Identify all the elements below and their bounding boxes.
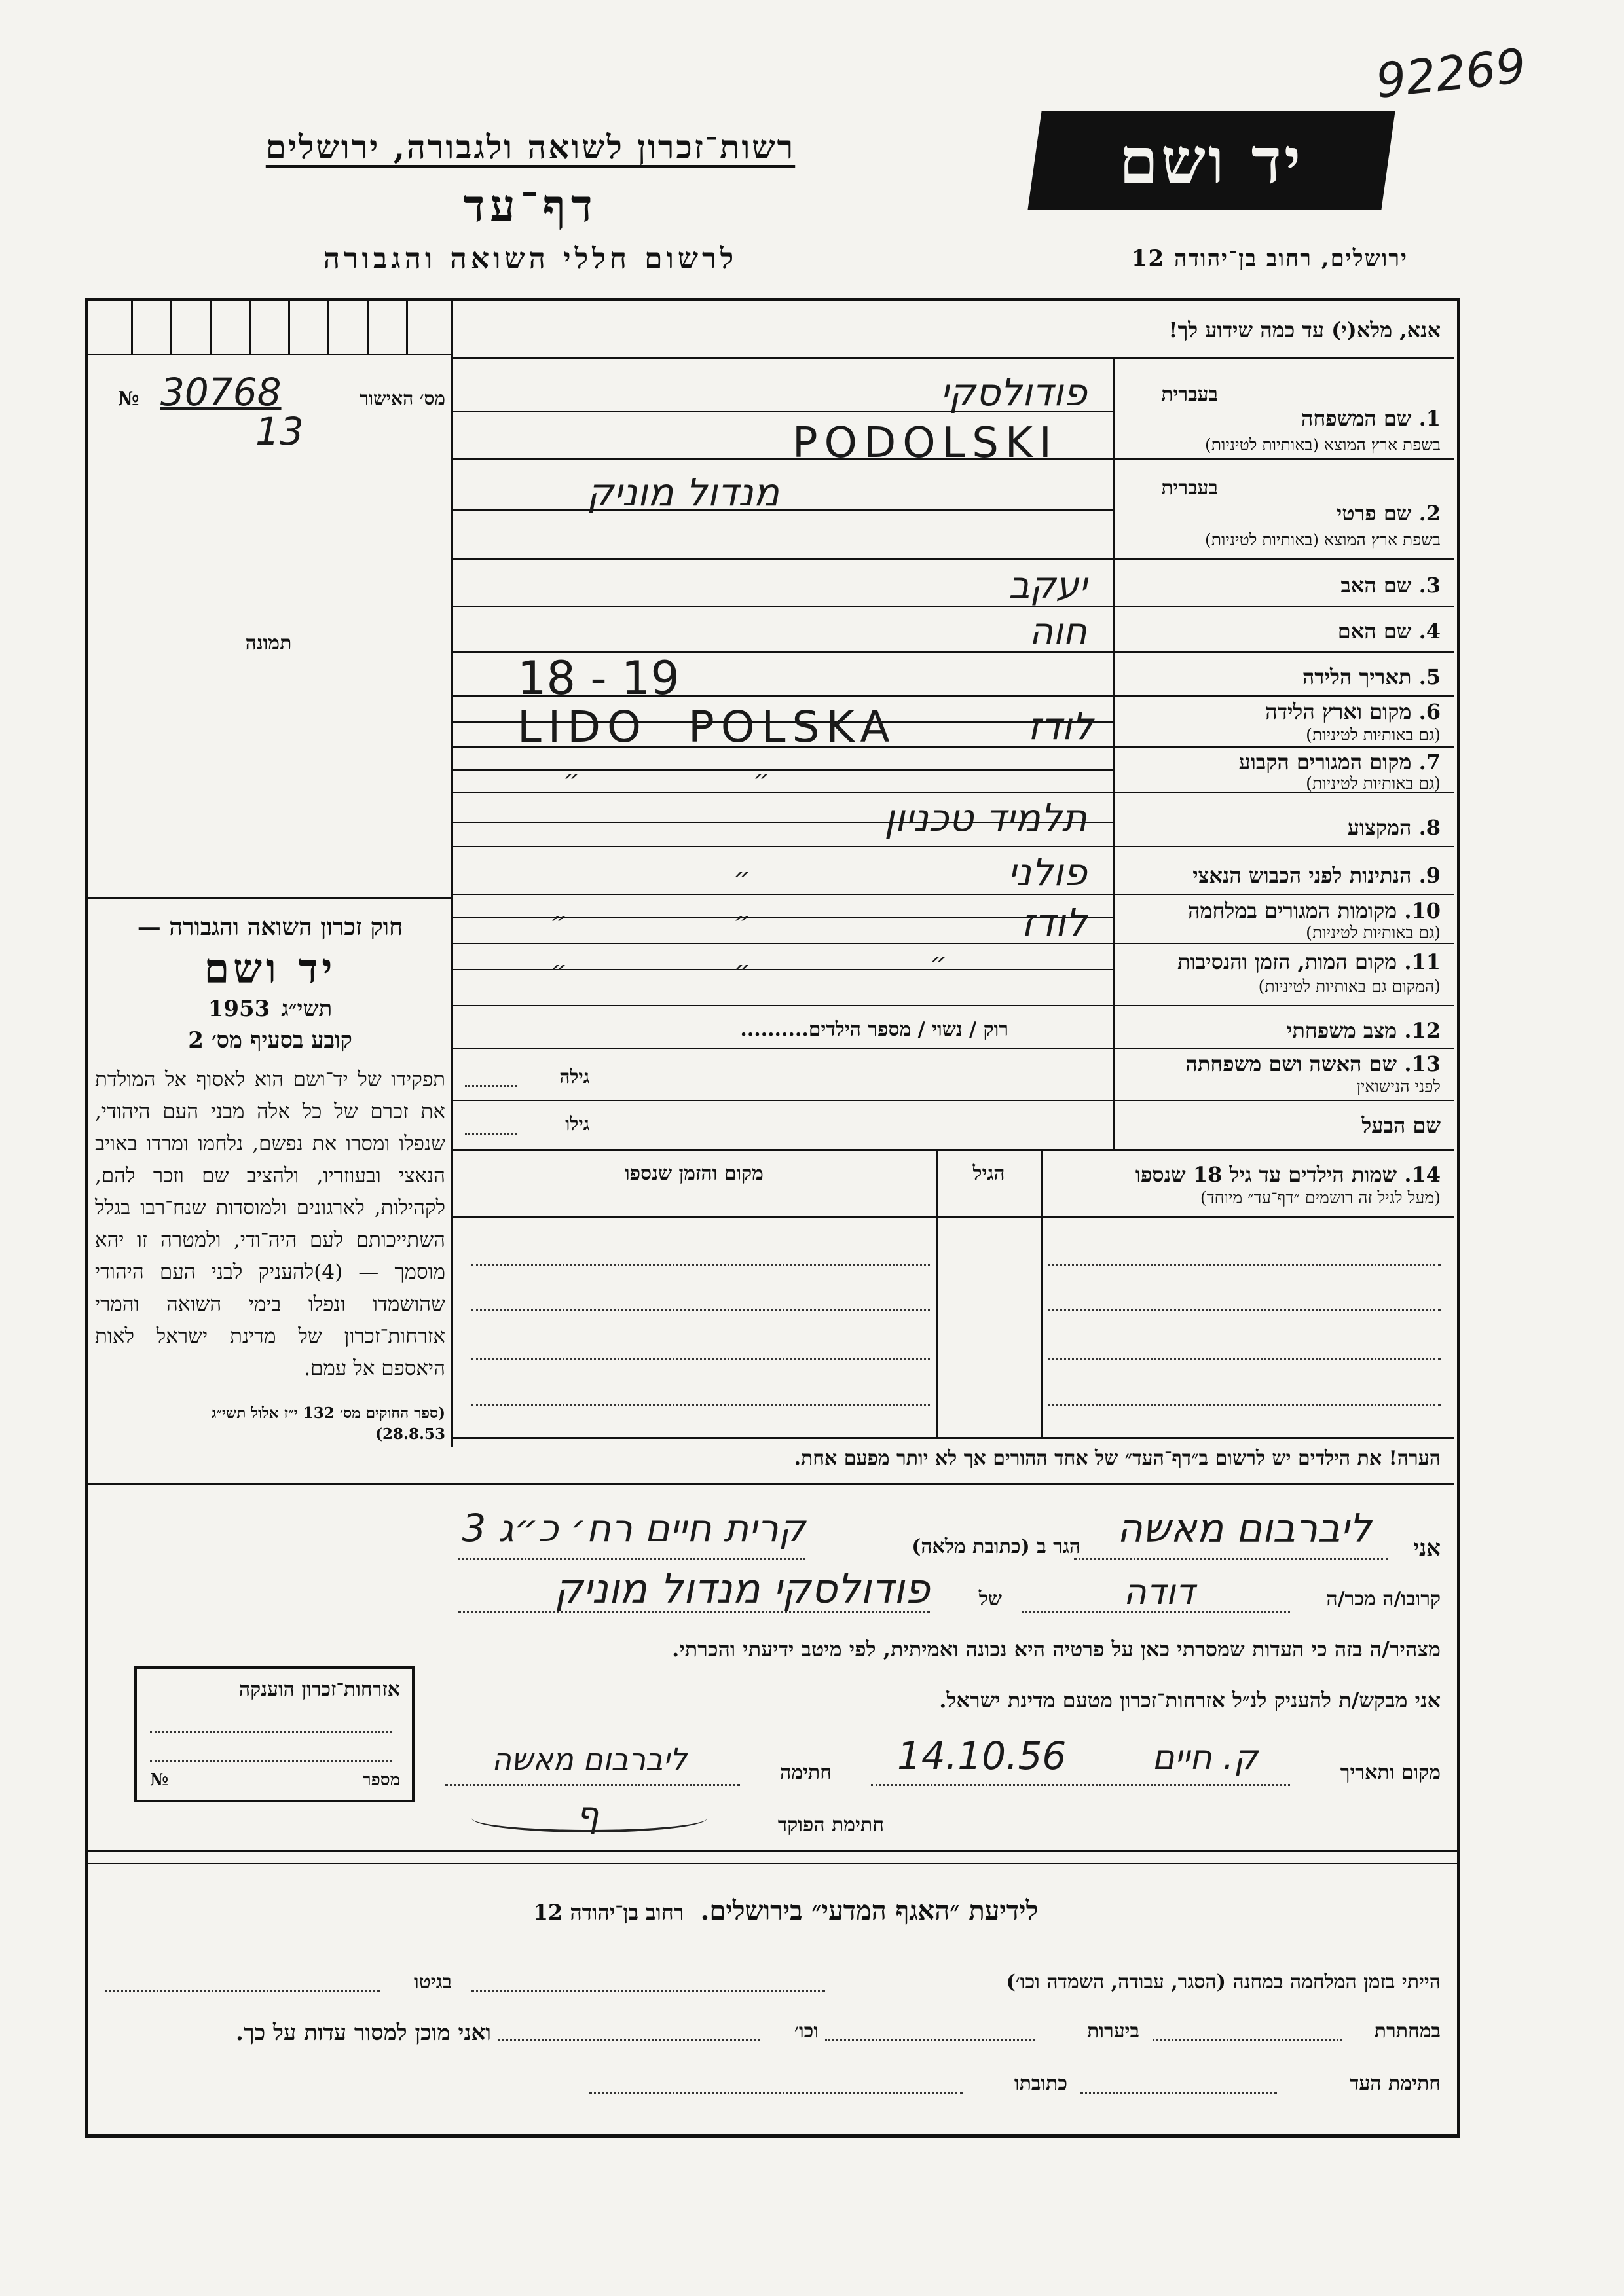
law-year-he: תשי״ג <box>281 996 333 1022</box>
field-label-wife: 13. שם האשה ושם משפחתה <box>1185 1051 1441 1076</box>
law-citation: (ספר החוקים מס׳ 132 י״ז אלול תשי״ג 28.8.53) <box>211 1404 445 1443</box>
bottom-title: לידיעת ״האגף המדעי״ בירושלים. <box>700 1895 1039 1926</box>
field-label-husband: שם הבעל <box>1361 1113 1441 1138</box>
field-label-birthdate: 5. תאריך הלידה <box>1302 665 1441 689</box>
value-wartime-residence: לודז <box>1021 900 1087 945</box>
field-label-wartime-residence: 10. מקומות המגורים במלחמה <box>1188 898 1441 923</box>
law-title: חוק זכרון השואה והגבורה — <box>137 913 403 941</box>
note: הערה! את הילדים יש לרשום ב״דף־העד״ של אחד ההורים אך לא יותר מפעם אחת. <box>794 1447 1441 1470</box>
instruction: אנא, מלא(י) עד כמה שידוע לך! <box>1168 318 1441 342</box>
law-name: יד ושם <box>204 945 337 993</box>
bottom-camp-label: הייתי בזמן המלחמה במחנה (הסגר, עבודה, השמדה וכו׳) <box>1006 1971 1441 1994</box>
bottom-address: רחוב בן־יהודה 12 <box>533 1900 684 1925</box>
ditto-nationality: ״ <box>733 863 750 893</box>
relative-label: קרובו/ה מכר/ה <box>1326 1588 1441 1611</box>
ditto-death-3: ״ <box>930 948 947 978</box>
registration-number: 30768 <box>160 370 282 414</box>
registration-sub-number: 13 <box>255 409 304 454</box>
field-sub-family-name: בשפת ארץ המוצא (באותיות לטיניות) <box>1205 435 1441 454</box>
ditto-wartime-1: ״ <box>550 907 567 937</box>
field-sub-children: (מעל לגיל זה רושמים ״דף־עד״ מיוחד) <box>1200 1188 1441 1207</box>
value-father: יעקב <box>1008 564 1087 607</box>
registration-no-sign: № <box>118 388 139 410</box>
field-sub-first-name: בשפת ארץ המוצא (באותיות לטיניות) <box>1205 530 1441 549</box>
field-sub-wartime-residence: (גם באותיות לטיניות) <box>1306 923 1441 942</box>
law-text: תפקידו של יד־ושם הוא לאסוף אל המולדת את זכרם של כל אלה מבני העם היהודי, שנפלו ומסרו את נפשם, נלחמו ומרדו באויב הנאצי ובעוזריו, ולהציב שם וזכר להם, לקהילות, לארגונים ולמוסדות שנח־רבו בגלל השתייכותם לעם היה־ודי, ולמטרה זו יהא מוסמך — (4)להעניק לבני העם היהודי שהושמדו ונפלו בימי השואה והמרי אזרחות־זכרון של מדינת ישראל לאות היאספם אל עמם. <box>95 1068 445 1380</box>
archive-number: 92269 <box>1373 38 1528 109</box>
children-age-col: הגיל <box>972 1162 1005 1185</box>
logo-text: יד ושם <box>1119 123 1304 198</box>
citizenship-box <box>134 1666 415 1802</box>
place-date-label: מקום ותאריך <box>1340 1761 1441 1784</box>
field-label-family-name: 1. שם המשפחה <box>1301 406 1441 431</box>
field-sub-residence: (גם באותיות לטיניות) <box>1306 774 1441 793</box>
value-nationality: פולני <box>1007 850 1087 894</box>
ditto-residence-1: ״ <box>563 765 580 795</box>
officer-signature: ף <box>576 1794 599 1835</box>
form-title: דף־עד <box>463 180 598 232</box>
officer-signature-flourish <box>471 1804 707 1832</box>
field-marital-options: רוק / נשוי / מספר הילדים.......... <box>740 1018 1008 1041</box>
law-clause: קובע בסעיף מס׳ 2 <box>188 1027 352 1053</box>
authority-title: רשות־זכרון לשואה ולגבורה, ירושלים <box>265 128 796 166</box>
field-label-profession: 8. המקצוע <box>1347 815 1441 840</box>
deceased-name: פודולסקי מנדול מוניק <box>554 1565 930 1613</box>
ditto-death-1: ״ <box>550 956 567 986</box>
registration-label: מס׳ האישור <box>360 388 445 409</box>
header-address: ירושלים, רחוב בן־יהודה 12 <box>1131 246 1408 272</box>
value-mother: חוה <box>1029 610 1087 653</box>
field-label-father: 3. שם האב <box>1340 573 1441 598</box>
value-first-name: מנדול מוניק <box>586 470 779 515</box>
value-profession: תלמיד טכניון <box>884 795 1087 840</box>
signature-label: חתימה <box>780 1761 832 1784</box>
field-label-birthplace: 6. מקום וארץ הלידה <box>1265 699 1441 724</box>
husband-age-label: גילו <box>565 1113 589 1135</box>
wife-age-label: גילה <box>559 1066 589 1087</box>
lives-label: הגר ב (כתובת מלאה) <box>912 1535 1080 1558</box>
signature-value: ליברבום מאשה <box>492 1741 687 1777</box>
field-label-nationality: 9. הנתינות לפני הכבוש הנאצי <box>1192 863 1441 888</box>
bottom-ghetto-label: בגיטו <box>413 1971 452 1994</box>
value-birthplace-latin: LIDO POLSKA <box>517 702 896 752</box>
value-family-name-he: פודולסקי <box>940 370 1087 414</box>
citizenship-title: אזרחות־זכרון הוענקה <box>238 1678 400 1701</box>
bottom-forests-label: ביערות <box>1086 2020 1139 2043</box>
date-value: 14.10.56 <box>897 1734 1067 1778</box>
tick-boxes <box>92 301 449 354</box>
bottom-title-row <box>393 1895 1179 1926</box>
field-sub-death: (המקום גם באותיות לטיניות) <box>1258 977 1441 996</box>
relation-value: דודה <box>1123 1571 1195 1613</box>
photo-label: תמונה <box>245 632 292 655</box>
field-sub-birthplace: (גם באותיות לטיניות) <box>1306 725 1441 744</box>
citizenship-number-label: מספר <box>362 1770 400 1790</box>
field-label-first-name: 2. שם פרטי <box>1336 501 1441 526</box>
field-label-children: 14. שמות הילדים עד גיל 18 שנספו <box>1135 1162 1441 1187</box>
field-label-marital: 12. מצב משפחתי <box>1287 1018 1441 1043</box>
field-sub-wife: לפני הנישואין <box>1356 1077 1441 1096</box>
law-box <box>95 913 445 1503</box>
of-label: של <box>978 1588 1002 1611</box>
address-value: קרית חיים רח׳ כ״ג 3 <box>462 1506 805 1550</box>
officer-label: חתימת הפוקד <box>777 1813 884 1836</box>
bottom-willing-label: ואני מוכן למסור עדות על כך. <box>236 2020 491 2046</box>
witness-name: ליברבום מאשה <box>1116 1506 1372 1552</box>
ditto-death-2: ״ <box>733 956 750 986</box>
bottom-underground-label: במחתרת <box>1374 2020 1441 2043</box>
ditto-wartime-2: ״ <box>733 907 750 937</box>
children-place-col: מקום והזמן שנספו <box>625 1162 764 1185</box>
lang-hebrew-1: בעברית <box>1161 383 1218 406</box>
bottom-address-label: כתובתו <box>1014 2072 1067 2095</box>
bottom-etc-label: וכו׳ <box>794 2020 819 2043</box>
value-birthdate: 18 - 19 <box>517 651 680 705</box>
citizenship-no-sign: № <box>150 1770 169 1790</box>
value-family-name-latin: PODOLSKI <box>792 419 1058 467</box>
field-label-mother: 4. שם האם <box>1337 619 1441 644</box>
place-value: ק. חיים <box>1152 1738 1258 1777</box>
declaration-ani: אני <box>1413 1535 1441 1561</box>
field-label-death: 11. מקום המות, הזמן והנסיבות <box>1177 949 1441 974</box>
value-birthplace-he: לודז <box>1027 704 1094 748</box>
statement: מצהיר/ה בזה כי העדות שמסרתי כאן על פרטיה היא נכונה ואמיתית, לפי מיטב ידיעתי והכרתי. <box>672 1637 1441 1662</box>
law-year: 1953 <box>208 996 270 1022</box>
lang-hebrew-2: בעברית <box>1161 477 1218 500</box>
yad-vashem-logo <box>1027 111 1395 210</box>
form-subtitle: לרשום חללי השואה והגבורה <box>323 242 738 276</box>
field-label-residence: 7. מקום המגורים הקבוע <box>1238 750 1441 774</box>
ditto-residence-2: ״ <box>753 765 770 795</box>
bottom-witness-signature-label: חתימת העד <box>1349 2072 1441 2095</box>
request: אני מבקש/ת להעניק לנ״ל אזרחות־זכרון מטעם מדינת ישראל. <box>939 1688 1441 1713</box>
